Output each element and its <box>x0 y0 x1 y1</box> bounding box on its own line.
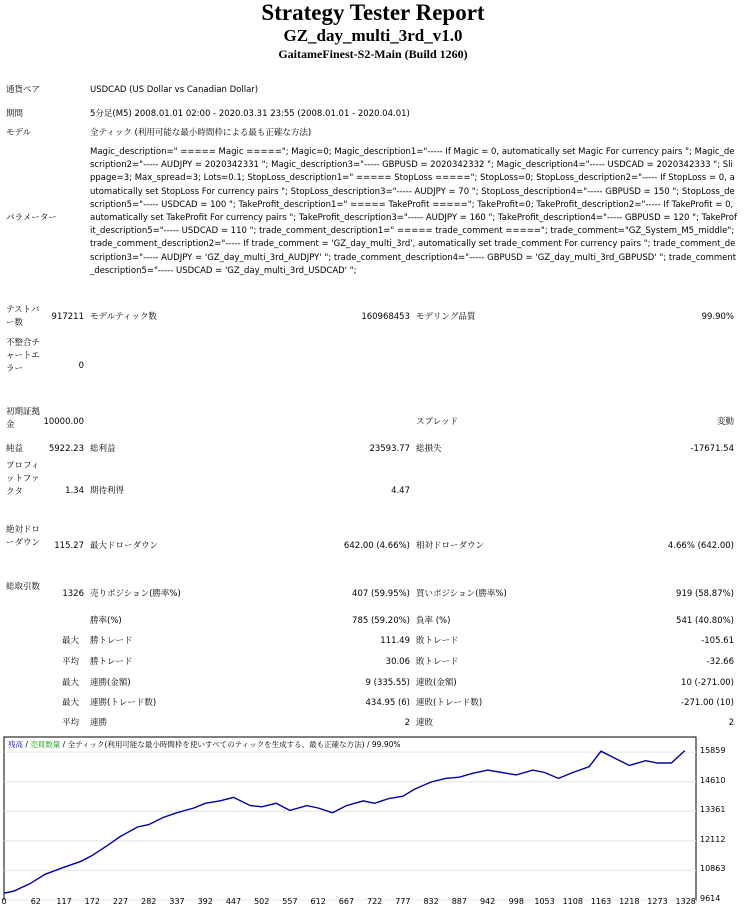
average-loss-value: -32.66 <box>706 657 734 667</box>
chart-legend <box>8 739 401 750</box>
bars-label: テストバー数 <box>6 305 40 328</box>
balance-chart <box>0 736 746 917</box>
x-tick-label: 0 <box>1 897 7 906</box>
x-tick-label: 612 <box>310 897 326 906</box>
x-tick-label: 557 <box>282 897 298 906</box>
average-loss-label: 敗トレード <box>416 657 459 667</box>
abs-drawdown-label: 絶対ドローダウン <box>6 525 41 548</box>
long-positions-value: 919 (58.87%) <box>676 589 734 599</box>
deposit-label: 初期証拠金 <box>6 407 41 430</box>
y-tick-label: 13361 <box>700 805 726 815</box>
gross-profit-label: 総利益 <box>90 444 116 454</box>
ticks-label: モデルティック数 <box>90 312 157 322</box>
profit-factor-value: 1.34 <box>65 486 84 496</box>
x-tick-label: 227 <box>112 897 129 906</box>
y-tick-label: 14610 <box>700 775 726 785</box>
profit-factor-label: プロフィットファクタ <box>6 461 40 497</box>
gross-loss-value: -17671.54 <box>690 444 734 454</box>
x-tick-label: 1218 <box>619 897 640 906</box>
x-tick-label: 722 <box>367 897 383 906</box>
abs-drawdown-value: 115.27 <box>54 541 84 551</box>
deposit-value: 10000.00 <box>43 417 84 427</box>
avg-cons-losses-value: 2 <box>728 718 734 728</box>
average-win-label: 勝トレード <box>90 657 133 667</box>
total-trades-value: 1326 <box>62 589 84 599</box>
average-prefix: 平均 <box>62 657 80 667</box>
rel-drawdown-label: 相対ドローダウン <box>416 541 485 551</box>
x-tick-label: 1108 <box>562 897 583 906</box>
cons-wins-count-value: 434.95 (6) <box>365 698 410 708</box>
quality-value: 99.90% <box>701 312 734 322</box>
largest-loss-value: -105.61 <box>701 636 734 646</box>
total-trades-label: 総取引数 <box>6 582 41 592</box>
largest-prefix-3: 最大 <box>62 698 80 708</box>
params-label: パラメーター <box>6 213 57 223</box>
report-title: Strategy Tester Report <box>261 0 485 25</box>
legend-balance: 残高 <box>8 740 23 749</box>
params-value: Magic_description=" ===== Magic ====="; Magic=0; Magic_description1="----- If Magic = 0, automatically set Magic For currency pairs "; Magic_description2="----- AUDJPY = 2020342331 "; Magic_description3="----- GBPUSD = 2020342332 "; Magic_description4="----- USDCAD = 2020342333 "; Slippage=3; Max_spread=3; Lots=0.1; StopLoss_description1=" ===== StopLoss ====="; StopLoss=0; StopLoss_description2="----- If StopLoss = 0, automatically set StopLoss For currency pairs "; StopLoss_description3="----- AUDJPY = 70 "; StopLoss_description4="----- GBPUSD = 150 "; StopLoss_description5="----- USDCAD = 100 "; TakeProfit_description1=" ===== TakeProfit ====="; TakeProfit=0; TakeProfit_description2="----- If TakeProfit = 0, automatically set TakeProfit For currency pairs "; TakeProfit_description3="----- AUDJPY = 160 "; TakeProfit_description4="----- GBPUSD = 120 "; TakeProfit_description5="----- USDCAD = 110 "; trade_comment_description1=" ===== trade_comment ====="; trade_comment="GZ_System_M5_middle"; trade_comment_description2="----- If trade_comment = 'GZ_day_multi_3rd', automatically set trade_comment For currency pairs "; trade_comment_description3="----- AUDJPY = 'GZ_day_multi_3rd_AUDJPY' "; trade_comment_description4="----- GBPUSD = 'GZ_day_multi_3rd_GBPUSD' "; trade_comment_description5="----- USDCAD = 'GZ_day_multi_3rd_USDCAD' "; <box>90 147 737 276</box>
x-tick-label: 392 <box>197 897 213 906</box>
gross-profit-value: 23593.77 <box>369 444 410 454</box>
rel-drawdown-value: 4.66% (642.00) <box>667 541 734 551</box>
mismatch-value: 0 <box>78 361 84 371</box>
x-tick-label: 832 <box>423 897 439 906</box>
loss-trades-label: 負率 (%) <box>416 616 451 626</box>
largest-prefix-2: 最大 <box>62 678 80 688</box>
ticks-value: 160968453 <box>361 312 410 322</box>
long-positions-label: 買いポジション(勝率%) <box>416 589 507 599</box>
symbol-value: USDCAD (US Dollar vs Canadian Dollar) <box>90 85 259 95</box>
net-profit-label: 純益 <box>6 444 24 454</box>
avg-cons-losses-label: 連敗 <box>416 718 434 728</box>
x-tick-label: 62 <box>30 897 41 906</box>
mismatch-label: 不整合チャートエラー <box>6 338 41 374</box>
y-tick-label: 15859 <box>700 746 726 756</box>
chart-plot-area <box>4 737 696 900</box>
net-profit-value: 5922.23 <box>48 444 84 454</box>
loss-trades-value: 541 (40.80%) <box>676 616 734 626</box>
model-value: 全ティック (利用可能な最小時間枠による最も正確な方法) <box>90 128 312 138</box>
cons-losses-count-value: -271.00 (10) <box>681 698 734 708</box>
legend-volume: 売買数量 <box>30 740 61 749</box>
x-tick-label: 282 <box>141 897 157 906</box>
x-tick-label: 1163 <box>590 897 612 906</box>
bars-value: 917211 <box>51 312 84 322</box>
expected-payoff-label: 期待利得 <box>90 486 125 496</box>
x-tick-label: 942 <box>479 897 496 906</box>
period-label: 期間 <box>6 109 24 119</box>
profit-trades-label: 勝率(%) <box>90 616 122 626</box>
cons-wins-amount-value: 9 (335.55) <box>365 678 410 688</box>
legend-quality: 99.90% <box>371 740 401 749</box>
largest-loss-label: 敗トレード <box>416 636 459 646</box>
cons-wins-count-label: 連勝(トレード数) <box>90 698 157 708</box>
x-tick-label: 337 <box>169 897 185 906</box>
avg-cons-wins-value: 2 <box>404 718 410 728</box>
y-tick-label: 10863 <box>700 864 726 874</box>
legend-model: 全ティック(利用可能な最小時間枠を使いすべてのティックを生成する、最も正確な方法) <box>67 740 365 749</box>
legend-separator: / <box>364 740 372 749</box>
build-info: GaitameFinest-S2-Main (Build 1260) <box>278 47 468 61</box>
x-tick-label: 998 <box>508 897 524 906</box>
largest-prefix: 最大 <box>62 636 80 646</box>
report-subtitle: GZ_day_multi_3rd_v1.0 <box>283 26 463 45</box>
profit-trades-value: 785 (59.20%) <box>352 616 410 626</box>
x-tick-label: 667 <box>338 897 355 906</box>
x-tick-label: 502 <box>254 897 270 906</box>
cons-losses-amount-label: 連敗(金額) <box>416 678 457 688</box>
max-drawdown-label: 最大ドローダウン <box>90 541 159 551</box>
legend-separator: / <box>60 740 68 749</box>
expected-payoff-value: 4.47 <box>391 486 410 496</box>
avg-cons-wins-label: 連勝 <box>90 718 108 728</box>
x-tick-label: 887 <box>451 897 467 906</box>
period-value: 5分足(M5) 2008.01.01 02:00 - 2020.03.31 23:55 (2008.01.01 - 2020.04.01) <box>90 109 410 119</box>
x-tick-label: 1053 <box>534 897 555 906</box>
average-win-value: 30.06 <box>385 657 410 667</box>
x-tick-label: 1328 <box>675 897 696 906</box>
spread-value: 変動 <box>716 417 734 427</box>
x-tick-label: 172 <box>84 897 100 906</box>
average-prefix-2: 平均 <box>62 718 80 728</box>
symbol-label: 通貨ペア <box>6 85 41 95</box>
largest-win-label: 勝トレード <box>90 636 133 646</box>
x-tick-label: 1273 <box>647 897 668 906</box>
y-tick-label: 12112 <box>700 834 726 844</box>
y-tick-label: 9614 <box>700 894 721 903</box>
gross-loss-label: 総損失 <box>416 444 442 454</box>
short-positions-label: 売りポジション(勝率%) <box>90 589 181 599</box>
legend-separator: / <box>23 740 31 749</box>
max-drawdown-value: 642.00 (4.66%) <box>343 541 410 551</box>
spread-label: スプレッド <box>416 417 459 427</box>
x-tick-label: 777 <box>395 897 411 906</box>
cons-losses-count-label: 連敗(トレード数) <box>416 698 483 708</box>
cons-losses-amount-value: 10 (-271.00) <box>681 678 734 688</box>
cons-wins-amount-label: 連勝(金額) <box>90 678 131 688</box>
x-tick-label: 447 <box>225 897 242 906</box>
short-positions-value: 407 (59.95%) <box>352 589 410 599</box>
x-tick-label: 117 <box>56 897 72 906</box>
model-label: モデル <box>6 128 32 138</box>
quality-label: モデリング品質 <box>416 312 476 322</box>
largest-win-value: 111.49 <box>380 636 410 646</box>
